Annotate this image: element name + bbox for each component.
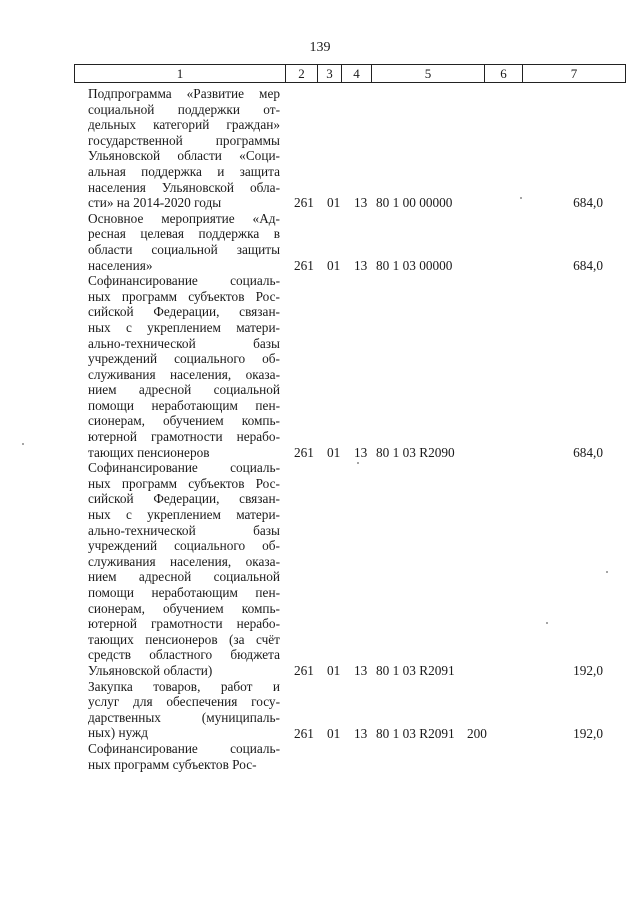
description-line: государственной программы [88,132,280,148]
row-description [88,460,280,678]
description-line: сийской Федерации, связан- [88,491,280,507]
cell-col7: 684,0 [573,257,603,273]
cell-col7: 192,0 [573,725,603,741]
description-line: Ульяновской области «Соци- [88,148,280,164]
description-line: услуг для обеспечения госу- [88,694,280,710]
description-line: ресная целевая поддержка в [88,226,280,242]
cell-col7: 684,0 [573,444,603,460]
description-line: служивания населения, оказа- [88,553,280,569]
cell-col2: 261 [294,257,314,273]
description-line: населения Ульяновской обла- [88,179,280,195]
cell-col7: 684,0 [573,195,603,211]
description-line: тающих пенсионеров (за счёт [88,631,280,647]
cell-col3: 01 [327,663,341,679]
description-line: Подпрограмма «Развитие мер [88,86,280,101]
description-line: альная поддержка и защита [88,163,280,179]
page-number: 139 [309,40,331,55]
description-line: ютерной грамотности нерабо- [88,429,280,445]
description-line: населения» [88,257,153,273]
description-line: тающих пенсионеров [88,444,210,460]
description-line: ально-технической базы [88,335,280,351]
cell-col6: 200 [467,725,487,741]
description-line: ных с укреплением матери- [88,507,280,523]
cell-col4: 13 [354,195,368,211]
description-line: области социальной защиты [88,241,280,257]
table-header [74,64,626,83]
table-row [0,445,640,461]
description-line: нием адресной социальной [88,382,280,398]
header-row [75,65,626,83]
cell-col4: 13 [354,257,368,273]
cell-col2: 261 [294,663,314,679]
description-line: сионерам, обучением компь- [88,600,280,616]
description-line: Ульяновской области) [88,662,213,678]
cell-col5: 80 1 00 00000 [376,195,453,211]
description-line: ных программ субъектов Рос- [88,288,280,304]
row-description [88,741,280,772]
cell-col3: 01 [327,195,341,211]
cell-col5: 80 1 03 R2091 [376,663,455,679]
description-line: Закупка товаров, работ и [88,678,280,694]
description-line: ных) нужд [88,725,148,741]
description-line: помощи неработающим пен- [88,397,280,413]
description-line: сийской Федерации, связан- [88,304,280,320]
header-col-4: 4 [342,65,372,83]
description-line: Софинансирование социаль- [88,273,280,289]
scan-speck [357,462,359,464]
cell-col2: 261 [294,725,314,741]
cell-col2: 261 [294,444,314,460]
cell-col5: 80 1 03 00000 [376,257,453,273]
table-row [0,258,640,274]
description-line: сти» на 2014-2020 годы [88,195,222,211]
cell-col7: 192,0 [573,663,603,679]
table-row [0,195,640,211]
scan-speck [22,443,24,445]
header-col-6: 6 [485,65,523,83]
header-col-3: 3 [318,65,342,83]
description-line: ных с укреплением матери- [88,319,280,335]
table-row [0,726,640,742]
description-line: нием адресной социальной [88,569,280,585]
description-line: ных программ субъектов Рос- [88,756,257,772]
description-line: ютерной грамотности нерабо- [88,616,280,632]
table-row [0,663,640,679]
cell-col5: 80 1 03 R2091 [376,725,455,741]
row-description [88,86,280,211]
cell-col4: 13 [354,725,368,741]
scan-speck [546,622,548,624]
description-line: служивания населения, оказа- [88,366,280,382]
description-line: ально-технической базы [88,522,280,538]
cell-col2: 261 [294,195,314,211]
cell-col3: 01 [327,444,341,460]
cell-col3: 01 [327,725,341,741]
description-line: сионерам, обучением компь- [88,413,280,429]
header-col-7: 7 [523,65,626,83]
cell-col4: 13 [354,444,368,460]
cell-col3: 01 [327,257,341,273]
cell-col5: 80 1 03 R2090 [376,444,455,460]
header-col-1: 1 [75,65,286,83]
description-line: дельных категорий граждан» [88,117,280,133]
description-line: учреждений социального об- [88,538,280,554]
description-line: Основное мероприятие «Ад- [88,210,280,226]
header-col-2: 2 [286,65,318,83]
description-line: помощи неработающим пен- [88,585,280,600]
description-line: учреждений социального об- [88,351,280,367]
scan-speck [606,571,608,573]
description-line: социальной поддержки от- [88,101,280,117]
description-line: ных программ субъектов Рос- [88,475,280,491]
row-description [88,273,280,460]
scan-speck [520,197,522,199]
cell-col4: 13 [354,663,368,679]
header-col-5: 5 [372,65,485,83]
description-line: дарственных (муниципаль- [88,709,280,725]
description-line: Софинансирование социаль- [88,460,280,476]
description-line: Софинансирование социаль- [88,740,280,756]
description-line: средств областного бюджета [88,647,280,663]
